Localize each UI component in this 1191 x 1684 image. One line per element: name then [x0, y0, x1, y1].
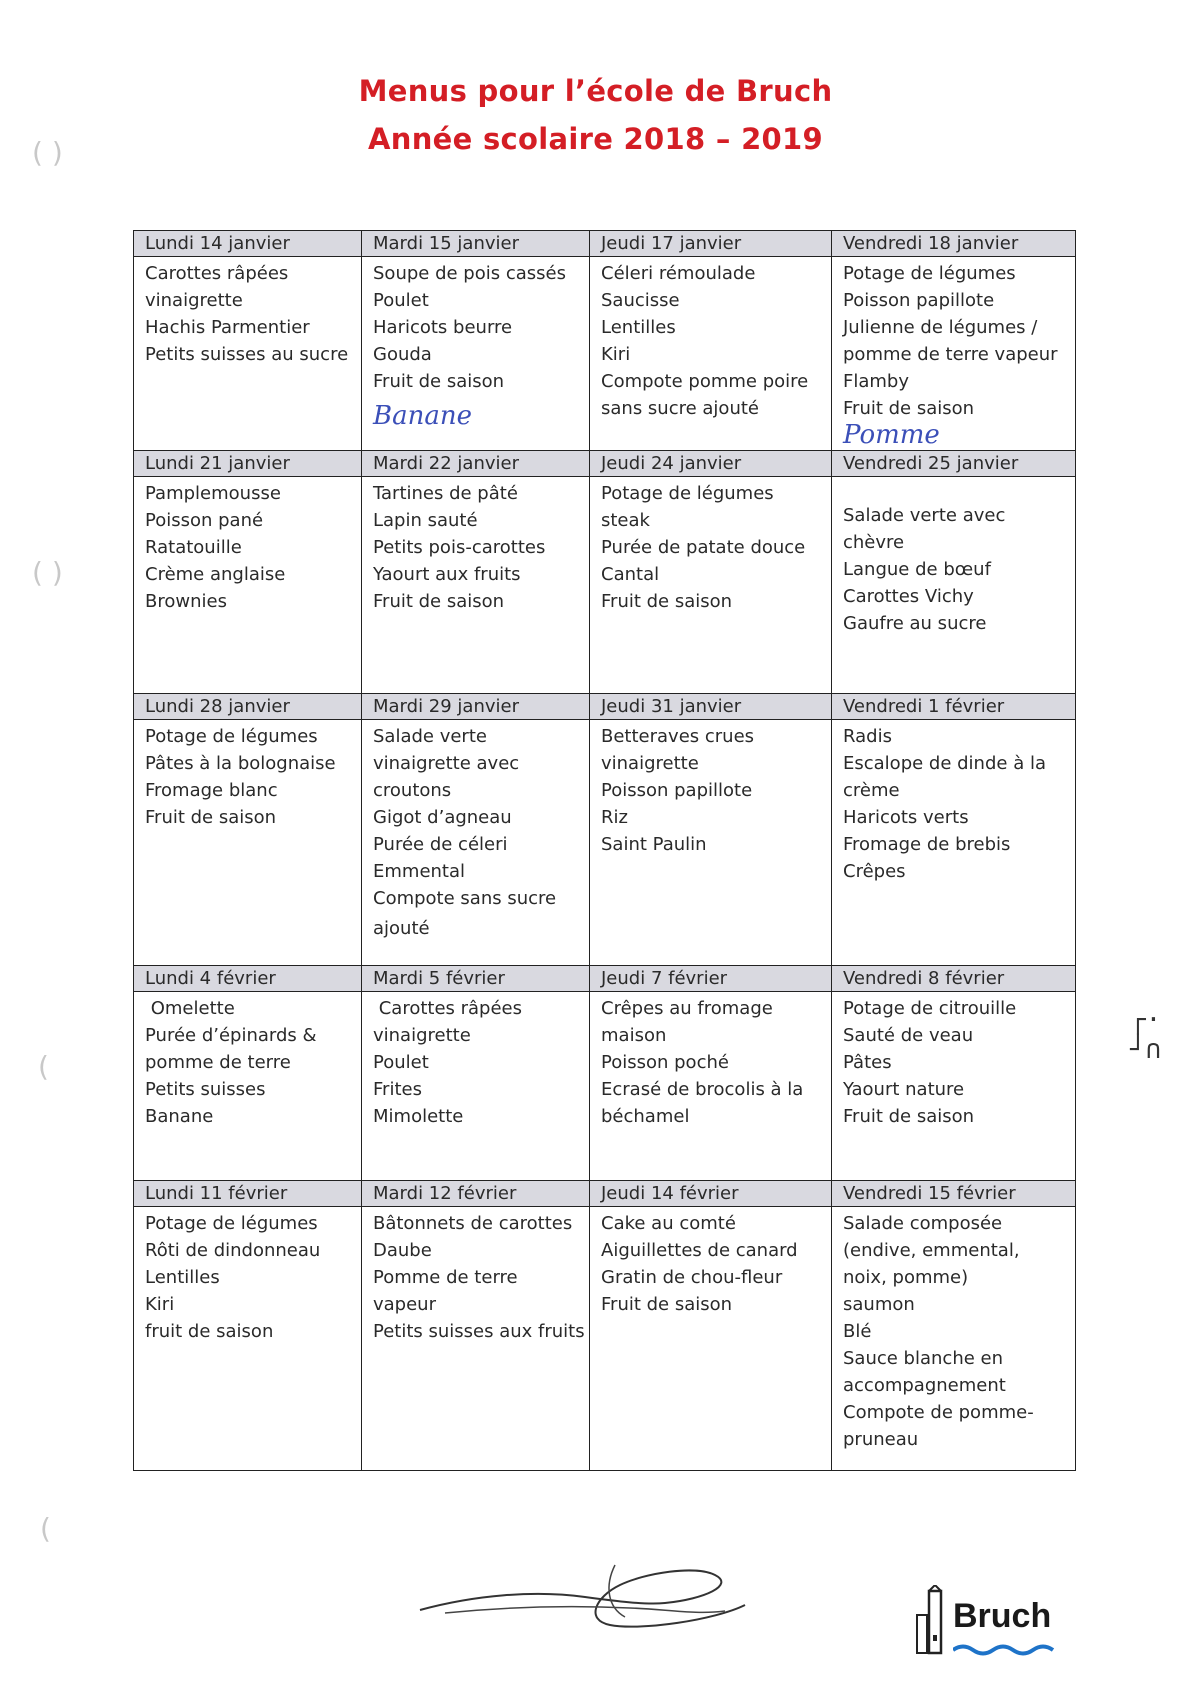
menu-item: Flamby [843, 371, 909, 392]
menu-item: Carottes Vichy [843, 586, 974, 607]
menu-item: Escalope de dinde à la [843, 753, 1046, 774]
menu-item: pruneau [843, 1429, 919, 1450]
menu-item: Poisson poché [601, 1052, 729, 1073]
menu-item: Gratin de chou-fleur [601, 1267, 783, 1288]
day-cell [590, 966, 832, 1181]
day-cell [590, 231, 832, 451]
menu-table [133, 230, 1076, 1471]
menu-item: Emmental [373, 861, 466, 882]
week-row [134, 694, 1076, 966]
day-cell [590, 451, 832, 694]
menu-item: Gaufre au sucre [843, 613, 987, 634]
day-label: Mardi 15 janvier [362, 231, 589, 257]
menu-item: crème [843, 780, 900, 801]
menu-item: Fruit de saison [843, 1106, 975, 1127]
menu-item: Ecrasé de brocolis à la [601, 1079, 804, 1100]
day-label: Vendredi 15 février [832, 1181, 1075, 1207]
day-label: Jeudi 14 février [590, 1181, 831, 1207]
menu-item: Soupe de pois cassés [373, 263, 566, 284]
menu-item: Poisson pané [145, 510, 264, 531]
binder-hole-mark: ( [38, 1050, 49, 1083]
day-cell [134, 694, 362, 966]
menu-item: Kiri [601, 344, 631, 365]
day-label: Vendredi 25 janvier [832, 451, 1075, 477]
menu-item: vinaigrette [601, 753, 699, 774]
menu-item: Fromage de brebis [843, 834, 1011, 855]
menu-item: noix, pomme) [843, 1267, 969, 1288]
day-label: Mardi 22 janvier [362, 451, 589, 477]
menu-item: Julienne de légumes / [843, 317, 1038, 338]
menu-item: Poulet [373, 1052, 429, 1073]
menu-item: Fruit de saison [145, 807, 277, 828]
day-cell [590, 1181, 832, 1471]
menu-item: Langue de bœuf [843, 559, 991, 580]
menu-item: vinaigrette [145, 290, 243, 311]
menu-item: vapeur [373, 1294, 436, 1315]
tower-icon [915, 1585, 955, 1665]
page-subtitle: Année scolaire 2018 – 2019 [368, 122, 823, 156]
menu-item: Petits pois-carottes [373, 537, 546, 558]
handwritten-note: Banane [373, 401, 472, 431]
menu-item: Betteraves crues [601, 726, 755, 747]
menu-item: Lentilles [145, 1267, 220, 1288]
menu-item: Potage de citrouille [843, 998, 1017, 1019]
day-label: Mardi 5 février [362, 966, 589, 992]
week-row [134, 451, 1076, 694]
menu-item: Fruit de saison [601, 591, 733, 612]
day-cell [134, 451, 362, 694]
menu-item: Céleri rémoulade [601, 263, 756, 284]
signature [415, 1545, 775, 1635]
menu-item: Petits suisses au sucre [145, 344, 349, 365]
day-cell [362, 1181, 590, 1471]
menu-item: Haricots verts [843, 807, 969, 828]
menu-item: Fruit de saison [373, 591, 505, 612]
menu-item: Petits suisses [145, 1079, 266, 1100]
wave-icon [953, 1643, 1063, 1657]
menu-item: vinaigrette [373, 1025, 471, 1046]
menu-item: fruit de saison [145, 1321, 274, 1342]
day-cell [362, 451, 590, 694]
day-cell [134, 231, 362, 451]
day-cell [832, 451, 1076, 694]
menu-item: Potage de légumes [601, 483, 774, 504]
menu-item: Crème anglaise [145, 564, 286, 585]
menu-item: Fromage blanc [145, 780, 278, 801]
menu-item: Purée de céleri [373, 834, 508, 855]
menu-item: Pâtes à la bolognaise [145, 753, 336, 774]
day-cell [832, 694, 1076, 966]
menu-item: Compote sans sucre [373, 888, 557, 909]
menu-item: Cake au comté [601, 1213, 736, 1234]
day-label: Vendredi 1 février [832, 694, 1075, 720]
menu-item: Petits suisses aux fruits [373, 1321, 585, 1342]
menu-item: Riz [601, 807, 628, 828]
menu-item: Hachis Parmentier [145, 317, 310, 338]
menu-item: Pomme de terre [373, 1267, 518, 1288]
week-row [134, 966, 1076, 1181]
menu-item: Purée d’épinards & [145, 1025, 317, 1046]
margin-mark: ┌· ┘∩ [1130, 1005, 1162, 1065]
day-cell [362, 694, 590, 966]
menu-item: Compote de pomme- [843, 1402, 1034, 1423]
handwritten-note: Pomme [843, 420, 940, 450]
menu-item: Poulet [373, 290, 429, 311]
menu-item: Saint Paulin [601, 834, 707, 855]
menu-item: Lapin sauté [373, 510, 478, 531]
menu-item: (endive, emmental, [843, 1240, 1020, 1261]
menu-item: Yaourt nature [843, 1079, 965, 1100]
menu-item: Gouda [373, 344, 432, 365]
page-title: Menus pour l’école de Bruch [358, 74, 833, 108]
day-label: Mardi 29 janvier [362, 694, 589, 720]
menu-item: Salade composée [843, 1213, 1003, 1234]
menu-item: Potage de légumes [145, 1213, 318, 1234]
menu-item: Sauté de veau [843, 1025, 974, 1046]
menu-item: Banane [145, 1106, 214, 1127]
menu-item: sans sucre ajouté [601, 398, 759, 419]
menu-item: Haricots beurre [373, 317, 513, 338]
menu-item: Crêpes au fromage [601, 998, 773, 1019]
menu-item: Fruit de saison [843, 398, 975, 419]
menu-item: Crêpes [843, 861, 906, 882]
menu-item: chèvre [843, 532, 905, 553]
menu-item: accompagnement [843, 1375, 1006, 1396]
bruch-logo [915, 1585, 1065, 1665]
day-cell [362, 231, 590, 451]
day-cell [362, 966, 590, 1181]
day-label: Vendredi 18 janvier [832, 231, 1075, 257]
day-label: Jeudi 17 janvier [590, 231, 831, 257]
menu-item: Cantal [601, 564, 660, 585]
logo-text: Bruch [953, 1597, 1052, 1635]
day-cell [134, 1181, 362, 1471]
menu-item: ajouté [373, 918, 430, 939]
menu-item: Carottes râpées [145, 263, 289, 284]
binder-hole-mark: ( [40, 1512, 51, 1545]
menu-item: Salade verte [373, 726, 487, 747]
menu-item: Poisson papillote [843, 290, 995, 311]
menu-item: Fruit de saison [601, 1294, 733, 1315]
day-label: Jeudi 24 janvier [590, 451, 831, 477]
day-label: Jeudi 31 janvier [590, 694, 831, 720]
menu-item: croutons [373, 780, 452, 801]
menu-item: vinaigrette avec [373, 753, 520, 774]
menu-item: Frites [373, 1079, 422, 1100]
menu-item: Compote pomme poire [601, 371, 809, 392]
day-label: Lundi 4 février [134, 966, 361, 992]
menu-item: maison [601, 1025, 667, 1046]
menu-item: Saucisse [601, 290, 680, 311]
menu-item: Rôti de dindonneau [145, 1240, 321, 1261]
day-label: Vendredi 8 février [832, 966, 1075, 992]
day-label: Jeudi 7 février [590, 966, 831, 992]
menu-item: saumon [843, 1294, 915, 1315]
menu-item: Mimolette [373, 1106, 464, 1127]
menu-item: pomme de terre vapeur [843, 344, 1058, 365]
menu-item: Poisson papillote [601, 780, 753, 801]
day-label: Lundi 28 janvier [134, 694, 361, 720]
menu-item: Tartines de pâté [373, 483, 518, 504]
menu-item: Pamplemousse [145, 483, 281, 504]
menu-item: Lentilles [601, 317, 676, 338]
menu-item: Ratatouille [145, 537, 242, 558]
menu-item: Blé [843, 1321, 872, 1342]
menu-item: Bâtonnets de carottes [373, 1213, 573, 1234]
menu-item: Potage de légumes [145, 726, 318, 747]
menu-item: Sauce blanche en [843, 1348, 1004, 1369]
menu-item: Potage de légumes [843, 263, 1016, 284]
menu-item: Aiguillettes de canard [601, 1240, 798, 1261]
menu-item: Fruit de saison [373, 371, 505, 392]
menu-item: Carottes râpées [373, 998, 523, 1019]
menu-item: Yaourt aux fruits [373, 564, 521, 585]
day-cell [134, 966, 362, 1181]
menu-item: Salade verte avec [843, 505, 1006, 526]
week-row [134, 231, 1076, 451]
week-row [134, 1181, 1076, 1471]
menu-item: Pâtes [843, 1052, 892, 1073]
day-label: Mardi 12 février [362, 1181, 589, 1207]
day-cell [590, 694, 832, 966]
menu-item: Purée de patate douce [601, 537, 806, 558]
menu-item: béchamel [601, 1106, 690, 1127]
day-label: Lundi 21 janvier [134, 451, 361, 477]
menu-item: Brownies [145, 591, 227, 612]
day-cell [832, 966, 1076, 1181]
menu-item: Radis [843, 726, 892, 747]
menu-item: pomme de terre [145, 1052, 291, 1073]
menu-item: steak [601, 510, 650, 531]
menu-item: Kiri [145, 1294, 175, 1315]
day-cell [832, 1181, 1076, 1471]
menu-item: Omelette [145, 998, 235, 1019]
day-cell [832, 231, 1076, 451]
binder-hole-mark: ( ) [32, 136, 63, 169]
binder-hole-mark: ( ) [32, 556, 63, 589]
menu-item: Gigot d’agneau [373, 807, 512, 828]
day-label: Lundi 11 février [134, 1181, 361, 1207]
menu-item: Daube [373, 1240, 432, 1261]
day-label: Lundi 14 janvier [134, 231, 361, 257]
